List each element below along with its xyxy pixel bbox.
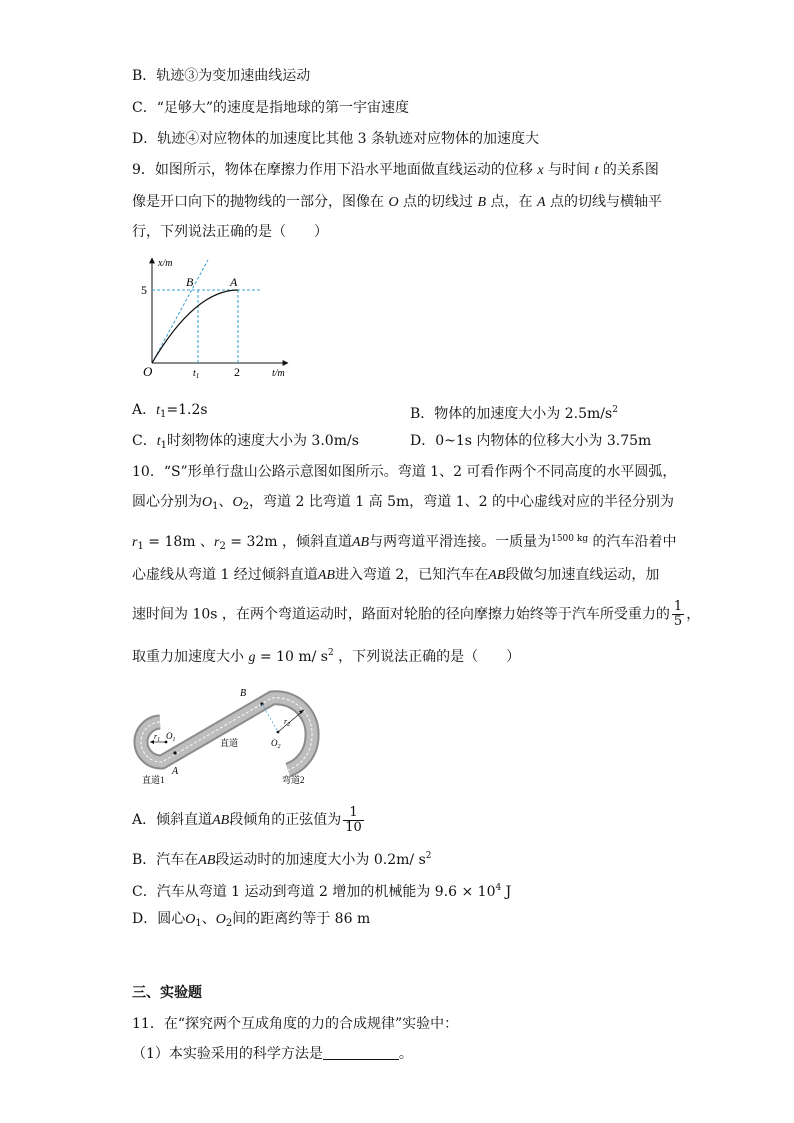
q10-option-b: B．汽车在AB段运动时的加速度大小为 0.2m/ $s^2$: [132, 851, 432, 868]
q10-stem-line6: 取重力加速度大小 g = 10 m/ $s^2$ ，下列说法正确的是（ ）: [132, 648, 521, 665]
q10-stem-line5: 速时间为 10s ，在两个弯道运动时，路面对轮胎的径向摩擦力始终等于汽车所受重力的 $\frac{1}{5}$ ，: [132, 599, 701, 629]
q9-option-a: A．$t_1=1.2s$: [132, 402, 208, 420]
q9-option-c: C．$t_1$时刻物体的速度大小为 3.0m/s: [132, 433, 359, 451]
label-r1: $r_1$: [154, 732, 161, 743]
answer-blank[interactable]: [323, 1045, 399, 1060]
q10-option-a: A．倾斜直道AB段倾角的正弦值为 $\frac{1}{10}$: [132, 804, 362, 835]
q9-option-b: B．物体的加速度大小为 $2.5m/s^2$: [410, 405, 618, 422]
x-tick-t1: $t_1$: [193, 368, 200, 380]
q11-part1: （1）本实验采用的科学方法是 。: [132, 1046, 413, 1062]
point-a-marker: [173, 751, 176, 754]
q8-option-b: B．轨迹③为变加速曲线运动: [132, 68, 311, 84]
tangent-line: [152, 260, 208, 363]
label-straight: 直道: [220, 738, 239, 748]
label-a: A: [172, 766, 179, 777]
q10-option-d: D．圆心$O_1$、$O_2$间的距离约等于 86 m: [132, 911, 371, 929]
q9-xt-graph: [138, 252, 298, 382]
x-tick-2: 2: [234, 365, 240, 379]
label-b: B: [240, 688, 247, 699]
q9-stem-line1: 9．如图所示，物体在摩擦力作用下沿水平地面做直线运动的位移 x 与时间 t 的关系图: [132, 162, 659, 178]
label-r2: $r_2$: [284, 717, 291, 728]
q10-stem-line2: 圆心分别为$O_1$、$O_2$，弯道 2 比弯道 1 高 5m，弯道 1、2 的中心虚线对应的半径分别为: [132, 494, 674, 512]
label-bend1: 直道1: [142, 775, 165, 785]
origin-label: O: [143, 364, 153, 379]
q10-stem-line4: 心虚线从弯道 1 经过倾斜直道AB进入弯道 2，已知汽车在AB段做匀加速直线运动，加: [132, 567, 660, 583]
parabola-curve: [152, 290, 238, 363]
point-b-label: B: [186, 275, 194, 289]
ob-dashed: [262, 704, 278, 732]
q8-option-c: C．“足够大”的速度是指地球的第一宇宙速度: [132, 100, 410, 116]
q10-s-road-figure: [132, 680, 332, 790]
q10-stem-line3: $r_1 = 18m$ 、$r_2 = 32m$ ，倾斜直道AB与两弯道平滑连接。一质量为$^{1500 kg}$ 的汽车沿着中: [132, 534, 677, 552]
q10-option-c: C．汽车从弯道 1 运动到弯道 2 增加的机械能为 $9.6 \times 10^4$ J: [132, 883, 512, 900]
x-axis-label: t/m: [272, 368, 285, 379]
label-o2: $O_2$: [271, 738, 281, 750]
q9-option-d: D．0~1s 内物体的位移大小为 3.75m: [410, 433, 652, 449]
q9-stem-line3: 行，下列说法正确的是（ ）: [132, 224, 328, 240]
q10-stem-line1: 10．“S”形单行盘山公路示意图如图所示。弯道 1、2 可看作两个不同高度的水平圆弧，: [132, 464, 677, 480]
point-a-label: A: [230, 275, 238, 289]
r2-line: [278, 710, 304, 732]
y-tick-5: 5: [141, 283, 147, 297]
label-o1: $O_1$: [166, 731, 176, 743]
y-axis-label: x/m: [158, 258, 173, 269]
fraction-one-fifth: $\frac{1}{5}$: [673, 599, 683, 629]
q8-option-d: D．轨迹④对应物体的加速度比其他 3 条轨迹对应物体的加速度大: [132, 131, 540, 147]
q9-stem-line2: 像是开口向下的抛物线的一部分，图像在 O 点的切线过 B 点，在 A 点的切线与横轴平: [132, 194, 662, 210]
label-bend2: 弯道2: [282, 775, 305, 785]
fraction-one-tenth: $\frac{1}{10}$: [345, 804, 362, 835]
q11-stem: 11．在“探究两个互成角度的力的合成规律”实验中：: [132, 1016, 459, 1032]
section-title-experiments: 三、实验题: [132, 985, 202, 1001]
